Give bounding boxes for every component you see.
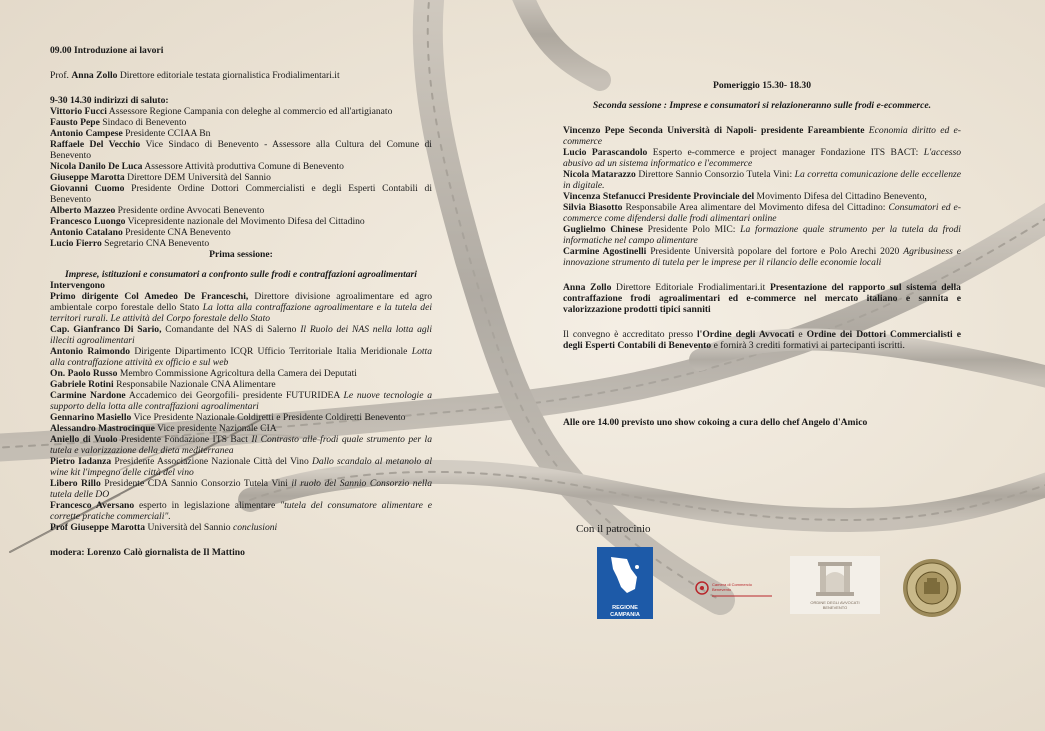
speaker-name: Libero Rillo [50,478,101,489]
speaker-name: Francesco Aversano [50,500,135,511]
speaker-entry [563,147,961,169]
speaker-role: Università del Sannio [145,522,233,533]
regione-campania-logo [597,547,653,619]
speaker-entry [563,125,961,147]
speaker-name: Carmine Agostinelli [563,246,647,257]
speaker-name: Antonio Catalano [50,227,123,238]
speaker-role: Presidente Associazione Nazionale Città del Vino [111,456,312,467]
speaker-topic: il ruolo del Sannio Consorzio nella tutela delle DO [50,478,432,500]
intervengono-label: Intervengono [50,280,105,291]
speaker-name: Carmine Nardone [50,390,126,401]
speaker-role: Movimento Difesa del Cittadino Benevento, [754,191,927,202]
speaker-entry [563,191,961,202]
speaker-topic: La formazione quale strumento per la tutela da frodi informatiche nel campo alimentare [563,224,961,246]
saluti-heading: 9-30 14.30 indirizzi di saluto: [50,95,169,106]
speaker-entry [50,227,432,238]
regione-campania-label: REGIONE CAMPANIA [610,605,640,618]
speaker-role: Vicepresidente nazionale del Movimento Difesa del Cittadino [125,216,365,227]
seconda-sessione-title: Seconda sessione : Imprese e consumatori si relazioneranno sulle frodi e-ecommerce. [592,100,932,111]
speaker-topic: Il Contrasto alle frodi quale strumento per la tutela e valorizzazione della dieta mediterranea [50,434,432,456]
speaker-role: Vice presidente Nazionale CIA [154,423,277,434]
speaker-name: Lucio Parascandolo [563,147,648,158]
speaker-role: Presidente ordine Avvocati Benevento [115,205,265,216]
speaker-name: Nicola Matarazzo [563,169,636,180]
speaker-name: Vittorio Fucci [50,106,107,117]
speaker-entry [50,346,432,368]
patrocinio-label: Con il patrocinio [576,523,651,535]
accreditation-note: Il convegno è accreditato presso l'Ordine degli Avvocati e Ordine dei Dottori Commercialisti e degli Esperti Contabili di Benevento e fornirà 3 crediti formativi ai partecipanti iscritti. [563,329,961,351]
zollo-presentation: Anna Zollo Direttore Editoriale Frodialimentari.it Presentazione del rapporto sul sistema della contraffazione frodi agroalimentari ed e-commerce nel mercato italiano e sannita e valorizzazione prodotti tipici sanniti [563,282,961,315]
speaker-entry [563,202,961,224]
left-column [50,45,432,558]
speaker-topic: "tutela del consumatore alimentare e corrette pratiche commerciali". [50,500,432,522]
speaker-role: Presidente Università popolare del fortore e Polo Arechi 2020 [646,246,904,257]
right-speakers-list [563,125,961,268]
speaker-topic: Lotta alla contraffazione attività ex officio e sul web [50,346,432,368]
intro-heading: 09.00 Introduzione ai lavori [50,45,164,56]
speaker-role: Presidente CDA Sannio Consorzio Tutela Vini [100,478,292,489]
speaker-entry [50,139,432,161]
speaker-entry [50,183,432,205]
speaker-topic: La corretta comunicazione delle eccellenze in digitale. [563,169,961,191]
speaker-role: Membro Commissione Agricoltura della Camera dei Deputati [117,368,357,379]
speaker-role: Comandante del NAS di Salerno [161,324,301,335]
speaker-role: Assessore Attività produttiva Comune di Benevento [142,161,344,172]
prof-line: Prof. Anna Zollo Direttore editoriale testata giornalistica Frodialimentari.it [50,70,340,81]
speaker-role: Presidente Ordine Dottori Commercialisti e degli Esperti Contabili di Benevento [50,183,433,205]
speaker-entry [563,169,961,191]
speaker-name: Antonio Campese [50,128,123,139]
afternoon-heading: Pomeriggio 15.30- 18.30 [712,80,812,91]
speaker-role: Responsabile Area alimentare del Movimento difesa del Cittadino: [622,202,889,213]
speaker-name: Silvia Biasotto [563,202,623,213]
speaker-entry [50,205,432,216]
speaker-entry [50,522,432,533]
speaker-role: Direttore Sannio Consorzio Tutela Vini: [635,169,795,180]
prima-sessione-label: Prima sessione: [209,249,273,260]
speaker-entry [50,172,432,183]
speaker-name: Giuseppe Marotta [50,172,125,183]
speaker-topic: La lotta alla contraffazione agroalimentare e la tutela dei territori rurali. Le attività del Corpo forestale dello Stato [50,302,432,324]
speaker-name: Lucio Fierro [50,238,102,249]
speaker-entry [50,456,432,478]
speaker-entry [50,478,432,500]
speaker-name: Vincenza Stefanucci Presidente Provinciale del [563,191,755,202]
speaker-topic: Il Ruolo dei NAS nella lotta agli illeciti agroalimentari [50,324,432,346]
speaker-name: Alberto Mazzeo [50,205,116,216]
speaker-name: Cap. Gianfranco Di Sario, [50,324,162,335]
speaker-entry [50,423,432,434]
ordine-avvocati-logo [790,556,880,614]
speaker-role: Assessore Regione Campania con deleghe al commercio ed all'artigianato [106,106,393,117]
speaker-role: Presidente CCIAA Bn [122,128,211,139]
speaker-topic: Economia diritto ed e-commerce [563,125,962,147]
speakers-list [50,291,432,533]
speaker-name: Gennarino Masiello [50,412,132,423]
speaker-entry [50,161,432,172]
speaker-entry [50,117,432,128]
speaker-topic: Le nuove tecnologie a supporto della lotta alle contraffazioni agroalimentari [50,390,432,412]
speaker-entry [50,412,432,423]
moderator: modera: Lorenzo Calò giornalista de Il Mattino [50,547,245,558]
show-cooking-note: Alle ore 14.00 previsto uno show cokoing a cura dello chef Angelo d'Amico [563,417,868,428]
speaker-topic: conclusioni [232,522,278,533]
speaker-entry [50,106,432,117]
speaker-entry [50,500,432,522]
speaker-name: Pietro Iadanza [50,456,112,467]
speaker-name: Nicola Danilo De Luca [50,161,143,172]
speaker-role: Accademico dei Georgofili- presidente FUTURIDEA [125,390,344,401]
speaker-name: Guglielmo Chinese [563,224,643,235]
speaker-entry [50,238,432,249]
speaker-name: Vincenzo Pepe Seconda Università di Napoli- presidente Fareambiente [563,125,865,136]
speaker-name: Raffaele Del Vecchio [50,139,141,150]
ordine-avvocati-label: ORDINE DEGLI AVVOCATI BENEVENTO [810,600,860,610]
commercialisti-seal-logo [902,558,962,618]
speaker-role: Direttore divisione agroalimentare ed agro ambientale corpo forestale dello Stato [50,291,432,313]
speaker-name: Alessandro Mastrocinque [50,423,155,434]
speaker-entry [50,379,432,390]
speaker-name: Primo dirigente Col Amedeo De Franceschi, [50,291,249,302]
speaker-name: On. Paolo Russo [50,368,118,379]
speaker-role: Presidente Fondazione ITS Bact [117,434,252,445]
speaker-role: Sindaco di Benevento [99,117,187,128]
speaker-name: Francesco Luongo [50,216,126,227]
speaker-topic: Agribusiness e innovazione strumento di tutela per le imprese per il rilancio delle economie locali [563,246,961,268]
speaker-name: Prof Giuseppe Marotta [50,522,146,533]
speaker-role: Dirigente Dipartimento ICQR Ufficio Territoriale Italia Meridionale [130,346,412,357]
speaker-entry [563,224,961,246]
prima-sessione-title: Imprese, istituzioni e consumatori a confronto sulle frodi e contraffazioni agroalimentari [65,269,417,280]
speaker-name: Gabriele Rotini [50,379,114,390]
speaker-role: Segretario CNA Benevento [101,238,210,249]
speaker-role: esperto in legislazione alimentare [134,500,281,511]
speaker-entry [50,368,432,379]
speaker-topic: Consumatori ed e-commerce come difendersi dalle frodi alimentari online [563,202,961,224]
speaker-role: Direttore DEM Università del Sannio [124,172,271,183]
speaker-role: Vice Sindaco di Benevento - Assessore alla Cultura del Comune di Benevento [50,139,432,161]
speaker-role: Vice Presidente Nazionale Coldiretti e Presidente Coldiretti Benevento [131,412,406,423]
speaker-topic: L'accesso abusivo ad un sistema informatico e l'ecommerce [563,147,961,169]
speaker-entry [50,291,432,324]
speaker-entry [563,246,961,268]
speaker-entry [50,390,432,412]
speaker-name: Giovanni Cuomo [50,183,125,194]
speaker-entry [50,324,432,346]
right-column [563,80,961,428]
saluti-list [50,106,432,249]
speaker-entry [50,128,432,139]
speaker-role: Presidente Polo MIC: [642,224,741,235]
camera-commercio-label: Camera di Commercio Benevento [712,582,753,592]
speaker-role: Responsabile Nazionale CNA Alimentare [113,379,276,390]
speaker-name: Antonio Raimondo [50,346,131,357]
speaker-entry [50,434,432,456]
speaker-name: Fausto Pepe [50,117,100,128]
speaker-name: Aniello di Vuolo [50,434,118,445]
speaker-topic: Dallo scandalo al metanolo al wine kit l'impegno delle città del vino [50,456,432,478]
speaker-role: Esperto e-commerce e project manager Fondazione ITS BACT: [647,147,924,158]
speaker-role: Presidente CNA Benevento [122,227,231,238]
camera-commercio-logo [692,574,776,608]
speaker-entry [50,216,432,227]
